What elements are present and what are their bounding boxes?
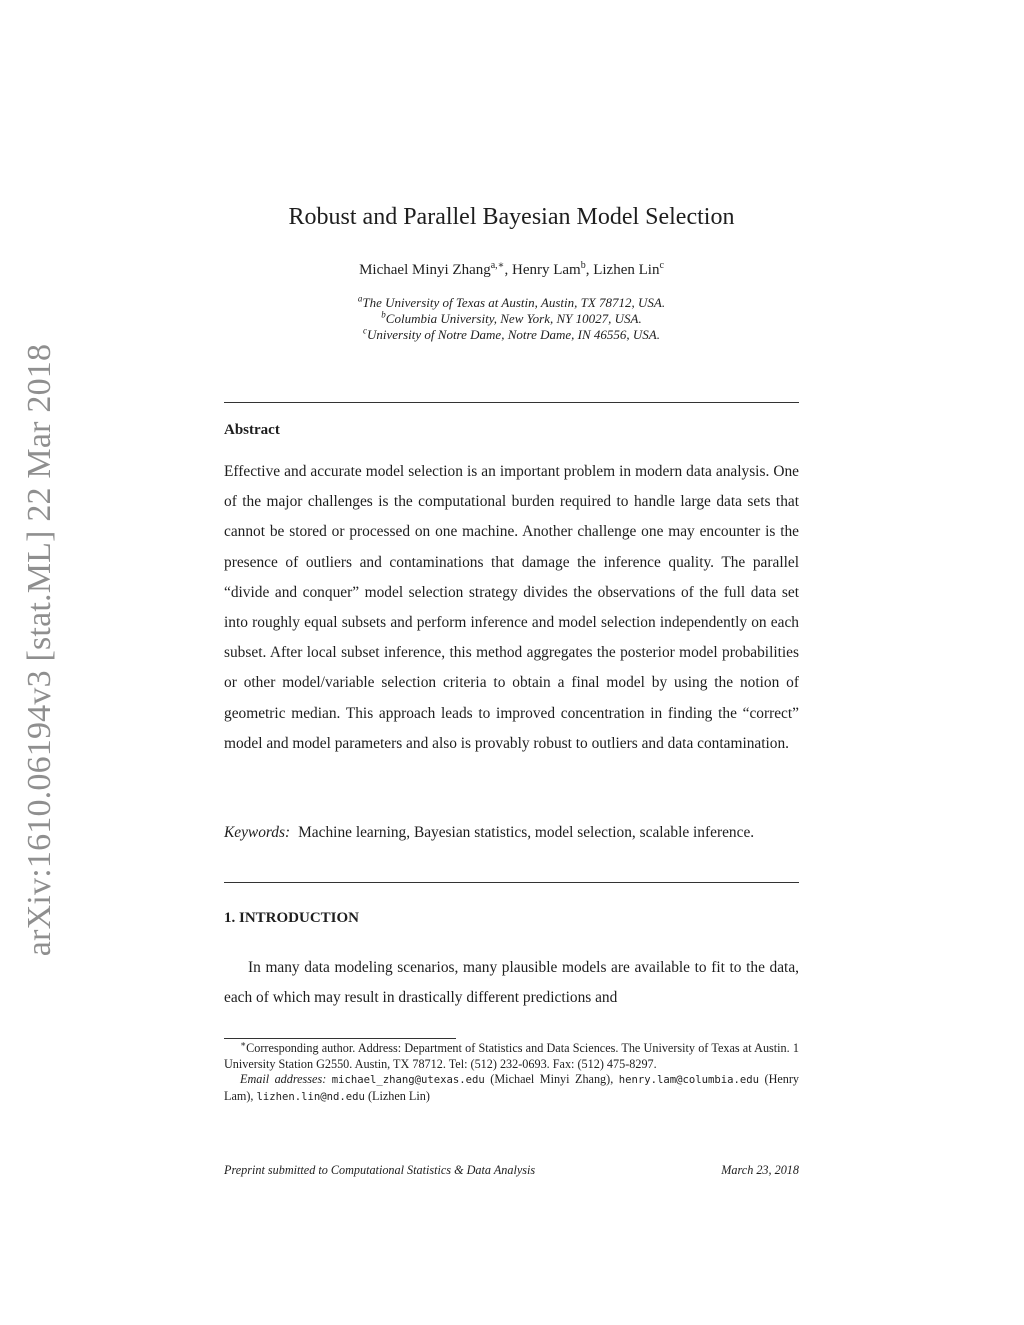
- affiliation-mark: c: [363, 325, 368, 336]
- keywords: [224, 818, 799, 848]
- email-owner: (Henry Lam),: [224, 1072, 800, 1103]
- footer-journal: Preprint submitted to Computational Statistics & Data Analysis: [224, 1163, 536, 1177]
- footnotes: [224, 1038, 800, 1105]
- affiliation-text: University of Notre Dame, Notre Dame, IN 46556, USA.: [367, 327, 660, 342]
- introduction-text: In many data modeling scenarios, many plausible models are available to fit to the data, each of which may result in drastically different predictions and: [224, 959, 799, 1007]
- affiliation-text: The University of Texas at Austin, Austin, TX 78712, USA.: [362, 295, 666, 310]
- abstract-bottom-rule: [224, 882, 799, 883]
- email-link[interactable]: michael_zhang@utexas.edu: [331, 1074, 485, 1087]
- abstract-heading: Abstract: [224, 422, 280, 438]
- page-footer: [224, 1162, 799, 1178]
- footnote-rule: [224, 1038, 456, 1039]
- email-link[interactable]: lizhen.lin@nd.edu: [256, 1090, 365, 1103]
- affiliation-line: [224, 295, 799, 311]
- affiliation-mark: a: [357, 293, 363, 304]
- author-name: Michael Minyi Zhang: [359, 262, 491, 278]
- affiliation-line: [224, 327, 799, 343]
- email-link[interactable]: henry.lam@columbia.edu: [618, 1074, 760, 1087]
- footer-date: March 23, 2018: [721, 1163, 799, 1177]
- author-name: Lizhen Lin: [593, 262, 660, 278]
- author-list: Michael Minyi Zhang$^{a,∗}$, Henry Lam$^b$, Lizhen Lin$^c$: [359, 260, 664, 278]
- keywords-label: Keywords:: [224, 824, 291, 841]
- author-name: Henry Lam: [511, 262, 581, 278]
- keywords-text: Machine learning, Bayesian statistics, model selection, scalable inference.: [298, 824, 755, 841]
- footnote-mark: ∗: [240, 1038, 247, 1049]
- email-label: Email addresses:: [240, 1072, 327, 1087]
- affiliation-list: [224, 295, 799, 343]
- arxiv-identifier-stamp: [20, 345, 60, 955]
- corresponding-author-footnote: [224, 1038, 799, 1072]
- section-heading-introduction: 1. INTRODUCTION: [224, 910, 360, 926]
- author-affiliation-mark: c: [659, 260, 664, 271]
- abstract-text: Effective and accurate model selection is an important problem in modern data analysis. One of the major challenges is the computational burden required to handle large data sets that cannot be stored or processed on one machine. Another challenge one may encounter is the presence of outliers and contaminations that damage the inference quality. The parallel “divide and conquer” model selection strategy divides the observations of the full data set into roughly equal subsets and perform inference and model selection independently on each subset. After local subset inference, this method aggregates the posterior model probabilities or other model/variable selection criteria to obtain a final model by using the notion of geometric median. This approach leads to improved concentration in finding the “correct” model and model parameters and also is provably robust to outliers and data contamination.: [224, 463, 799, 752]
- email-footnote: [224, 1072, 799, 1105]
- email-owner: (Lizhen Lin): [367, 1088, 430, 1103]
- arxiv-identifier-text: arXiv:1610.06194v3 [stat.ML] 22 Mar 2018: [21, 343, 58, 957]
- author-affiliation-mark: b: [580, 260, 586, 271]
- email-owner: (Michael Minyi Zhang),: [490, 1072, 614, 1087]
- affiliation-line: [224, 311, 799, 327]
- corresponding-author-text: Corresponding author. Address: Department of Statistics and Data Sciences. The University of Texas at Austin. 1 University Station G2550. Austin, TX 78712. Tel: (512) 232-0693. Fax: (512) 475-8297.: [224, 1041, 799, 1071]
- abstract-top-rule: [224, 402, 799, 403]
- paper-title: Robust and Parallel Bayesian Model Selection: [288, 204, 735, 230]
- author-affiliation-mark: a,∗: [490, 260, 505, 271]
- affiliation-text: Columbia University, New York, NY 10027, USA.: [385, 311, 642, 326]
- affiliation-mark: b: [381, 309, 386, 320]
